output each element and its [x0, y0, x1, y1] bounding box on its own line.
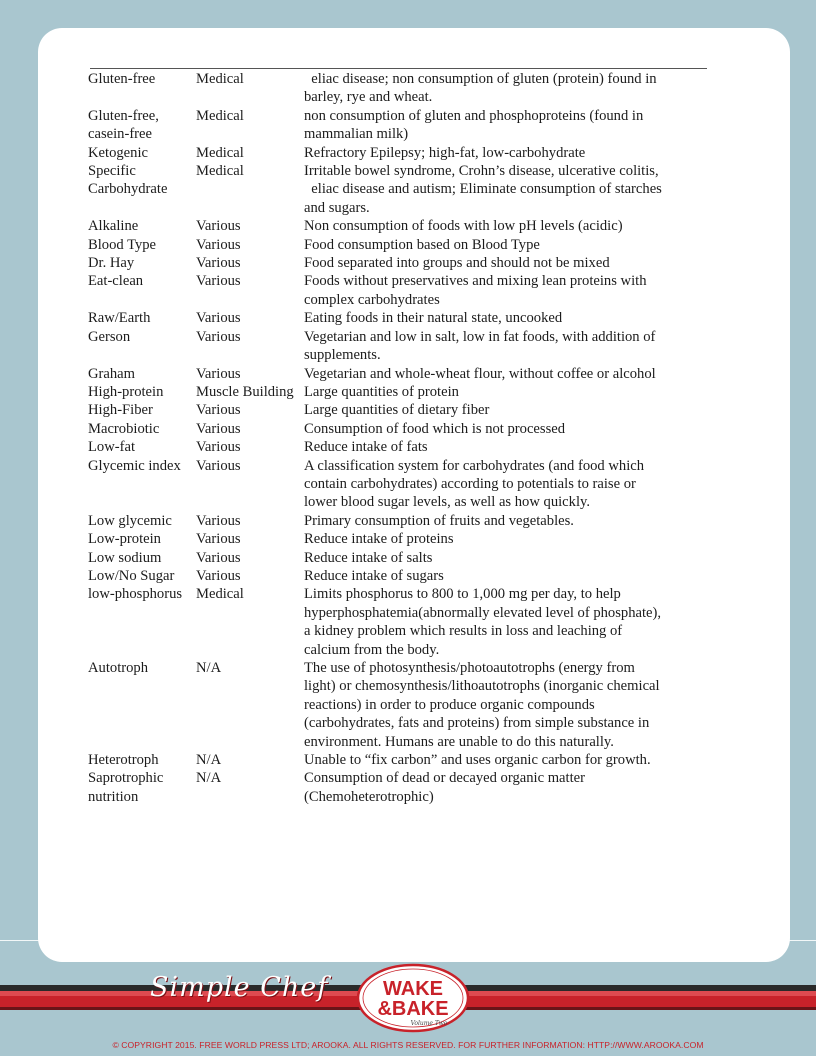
diet-type: N/A	[196, 770, 222, 787]
diet-row	[88, 457, 666, 512]
diet-name: Graham	[88, 365, 136, 382]
diet-table	[88, 70, 666, 806]
diet-row	[88, 365, 666, 383]
diet-description: Eating foods in their natural state, uncooked	[304, 310, 563, 327]
diet-type: Various	[196, 567, 241, 584]
diet-description: Refractory Epilepsy; high-fat, low-carbohydrate	[304, 144, 586, 161]
diet-row	[88, 659, 666, 751]
diet-name: Low-protein	[88, 531, 161, 548]
diet-description: Limits phosphorus to 800 to 1,000 mg per day, to help hyperphosphatemia(abnormally elevated level of phosphate), a kidney problem which results in loss and leaching of calcium from the body.	[304, 586, 662, 658]
diet-name: Low/No Sugar	[88, 567, 175, 584]
diet-name: High-Fiber	[88, 402, 153, 419]
diet-row	[88, 328, 666, 365]
diet-name: Ketogenic	[88, 144, 148, 161]
diet-description: eliac disease; non consumption of gluten (protein) found in barley, rye and wheat.	[304, 71, 657, 106]
diet-description: non consumption of gluten and phosphoproteins (found in mammalian milk)	[304, 107, 644, 143]
diet-type: Various	[196, 420, 241, 437]
diet-description: Vegetarian and low in salt, low in fat foods, with addition of supplements.	[304, 328, 656, 364]
diet-description: Large quantities of protein	[304, 383, 459, 400]
diet-row	[88, 438, 666, 456]
diet-description: Unable to “fix carbon” and uses organic carbon for growth.	[304, 752, 651, 769]
logo-word-bake: &BAKE	[377, 998, 449, 1020]
diet-type: Various	[196, 549, 241, 566]
diet-type: Various	[196, 365, 241, 382]
diet-name: Eat-clean	[88, 273, 144, 290]
logo-word-wake: WAKE	[383, 978, 443, 1000]
diet-type: Various	[196, 218, 241, 235]
diet-description: Consumption of dead or decayed organic matter (Chemoheterotrophic)	[304, 770, 585, 805]
diet-type: Various	[196, 512, 241, 529]
diet-description: Non consumption of foods with low pH levels (acidic)	[304, 218, 623, 235]
diet-type: Medical	[196, 71, 244, 87]
diet-name: Low-fat	[88, 439, 136, 456]
diet-description: Consumption of food which is not processed	[304, 420, 566, 437]
diet-type: N/A	[196, 752, 222, 769]
diet-type: Various	[196, 310, 241, 327]
diet-name: Gerson	[88, 328, 131, 345]
diet-description: Vegetarian and whole-wheat flour, without coffee or alcohol	[304, 365, 656, 382]
diet-name: Autotroph	[88, 660, 148, 676]
diet-row	[88, 254, 666, 272]
diet-name: Raw/Earth	[88, 310, 151, 327]
diet-type: Medical	[196, 586, 244, 603]
diet-row	[88, 530, 666, 548]
diet-name: Heterotroph	[88, 752, 159, 769]
footer-band-line	[0, 940, 816, 941]
diet-description: Reduce intake of proteins	[304, 531, 454, 548]
diet-name: Blood Type	[88, 236, 157, 253]
diet-description: The use of photosynthesis/photoautotrophs (energy from light) or chemosynthesis/lithoautotrophs (inorganic chemical reactions) in order to produce organic compounds (carbohydrates, fats and proteins) from simple substance in environment. Humans are unable to do this naturally.	[304, 660, 660, 750]
diet-row	[88, 236, 666, 254]
diet-row	[88, 512, 666, 530]
diet-row	[88, 70, 666, 107]
copyright-notice: © COPYRIGHT 2015. FREE WORLD PRESS LTD; AROOKA. ALL RIGHTS RESERVED. FOR FURTHER INFORMATION: HTTP://WWW.AROOKA.COM	[112, 1040, 704, 1050]
diet-description: Food consumption based on Blood Type	[304, 236, 540, 253]
diet-name: Alkaline	[88, 218, 139, 235]
diet-description: Food separated into groups and should not be mixed	[304, 255, 610, 272]
diet-description: Foods without preservatives and mixing lean proteins with complex carbohydrates	[304, 273, 647, 308]
diet-type: Various	[196, 457, 241, 474]
diet-row	[88, 751, 666, 769]
diet-row	[88, 401, 666, 419]
diet-table-body	[88, 70, 666, 806]
diet-row	[88, 769, 666, 806]
diet-type: Muscle Building	[196, 383, 294, 400]
diet-row	[88, 567, 666, 585]
diet-name: Macrobiotic	[88, 420, 160, 437]
diet-row	[88, 162, 666, 217]
diet-type: Various	[196, 273, 241, 290]
diet-description: Large quantities of dietary fiber	[304, 402, 490, 419]
diet-description: Reduce intake of salts	[304, 549, 433, 566]
diet-name: Gluten-free, casein-free	[88, 107, 159, 143]
logo-subtitle: Volume Two	[410, 1020, 448, 1027]
wake-and-bake-logo	[356, 963, 470, 1033]
diet-description: Irritable bowel syndrome, Crohn’s disease, ulcerative colitis, eliac disease and autism; Eliminate consumption of starches and sugars.	[304, 163, 662, 216]
diet-name: low-phosphorus	[88, 586, 183, 603]
diet-type: Various	[196, 236, 241, 253]
diet-row	[88, 107, 666, 144]
diet-name: Low sodium	[88, 549, 162, 566]
diet-row	[88, 383, 666, 401]
diet-type: Various	[196, 402, 241, 419]
diet-type: Various	[196, 255, 241, 272]
table-top-rule	[90, 68, 707, 69]
diet-type: N/A	[196, 660, 222, 676]
diet-name: Specific Carbohydrate	[88, 163, 168, 198]
diet-row	[88, 420, 666, 438]
diet-description: Reduce intake of sugars	[304, 567, 444, 584]
simple-chef-brand: Simple Chef	[150, 972, 329, 1003]
diet-row	[88, 549, 666, 567]
diet-row	[88, 144, 666, 162]
diet-type: Medical	[196, 163, 244, 180]
diet-name: High-protein	[88, 383, 164, 400]
diet-description: Primary consumption of fruits and vegetables.	[304, 512, 574, 529]
diet-name: Dr. Hay	[88, 255, 135, 272]
diet-row	[88, 585, 666, 659]
diet-description: Reduce intake of fats	[304, 439, 428, 456]
diet-name: Gluten-free	[88, 71, 156, 87]
diet-type: Medical	[196, 107, 244, 124]
diet-name: Glycemic index	[88, 457, 181, 474]
diet-name: Low glycemic	[88, 512, 172, 529]
diet-row	[88, 272, 666, 309]
diet-description: A classification system for carbohydrates (and food which contain carbohydrates) according to potentials to raise or lower blood sugar levels, as well as how quickly.	[304, 457, 645, 511]
diet-type: Various	[196, 439, 241, 456]
diet-type: Various	[196, 328, 241, 345]
diet-name: Saprotrophic nutrition	[88, 770, 164, 805]
diet-row	[88, 309, 666, 327]
diet-row	[88, 217, 666, 235]
diet-type: Medical	[196, 144, 244, 161]
diet-type: Various	[196, 531, 241, 548]
